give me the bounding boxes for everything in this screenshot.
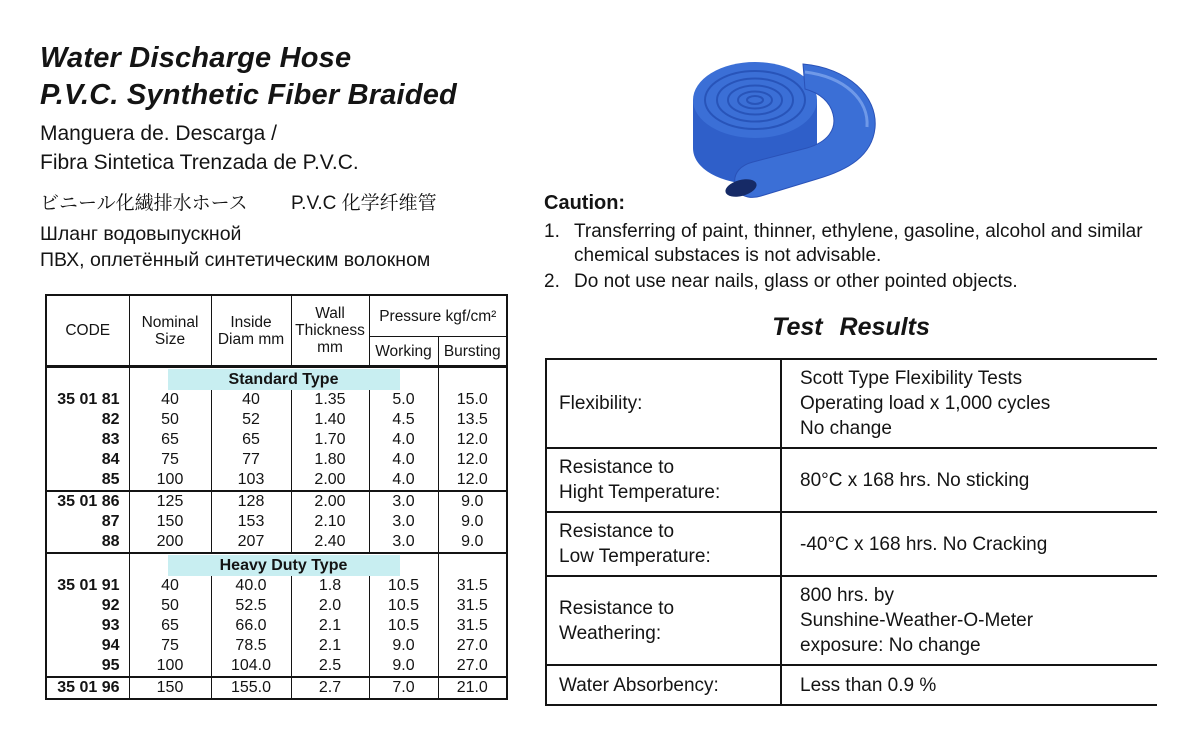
product-title-line1: Water Discharge Hose (40, 42, 352, 74)
spec-cell: 75 (129, 450, 211, 470)
caution-item-2-text: Do not use near nails, glass or other pointed objects. (574, 271, 1018, 292)
spec-cell-code: 88 (46, 532, 129, 553)
spec-cell: 13.5 (438, 410, 507, 430)
spec-cell: 2.00 (291, 470, 369, 491)
test-value-weathering: 800 hrs. by Sunshine-Weather-O-Meter exposure: No change (781, 576, 1157, 665)
test-label-low-temperature: Resistance to Low Temperature: (546, 512, 781, 576)
spec-cell: 100 (129, 656, 211, 677)
test-results-table (545, 358, 1157, 706)
spec-cell: 65 (211, 430, 291, 450)
table-row (46, 470, 507, 491)
spec-cell: 3.0 (369, 532, 438, 553)
spec-cell: 4.0 (369, 430, 438, 450)
spec-cell: 200 (129, 532, 211, 553)
spec-cell-code: 35 01 91 (46, 576, 129, 596)
spec-cell: 100 (129, 470, 211, 491)
spec-table (45, 294, 508, 700)
col-header-nominal-size: Nominal Size (129, 295, 211, 367)
spec-cell: 40 (129, 390, 211, 410)
col-header-bursting: Bursting (438, 337, 507, 367)
spec-cell: 3.0 (369, 491, 438, 512)
section-band-heavy-duty (46, 553, 507, 576)
spec-cell: 125 (129, 491, 211, 512)
test-label-flexibility: Flexibility: (546, 359, 781, 448)
col-header-pressure: Pressure kgf/cm² (369, 295, 507, 337)
table-row (546, 576, 1157, 665)
spec-cell: 9.0 (438, 491, 507, 512)
caution-section (544, 192, 1164, 294)
col-header-wall-thickness: Wall Thickness mm (291, 295, 369, 367)
section-band-standard-label: Standard Type (168, 369, 400, 390)
test-value-water-absorbency: Less than 0.9 % (781, 665, 1157, 705)
subtitle-chinese: P.V.C 化学纤维管 (290, 193, 437, 214)
spec-cell: 9.0 (369, 636, 438, 656)
table-row (546, 448, 1157, 512)
section-band-standard (46, 367, 507, 391)
spec-cell: 65 (129, 616, 211, 636)
subtitle-spanish-line2: Fibra Sintetica Trenzada de P.V.C. (40, 151, 359, 174)
spec-cell: 52.5 (211, 596, 291, 616)
spec-cell: 10.5 (369, 616, 438, 636)
spec-cell: 4.0 (369, 470, 438, 491)
spec-cell: 2.5 (291, 656, 369, 677)
spec-cell: 150 (129, 677, 211, 699)
spec-cell: 66.0 (211, 616, 291, 636)
table-row (546, 512, 1157, 576)
spec-cell: 77 (211, 450, 291, 470)
col-header-code: CODE (46, 295, 129, 367)
spec-cell: 103 (211, 470, 291, 491)
section-band-heavy-duty-label: Heavy Duty Type (168, 555, 400, 576)
table-row (46, 576, 507, 596)
test-label-water-absorbency: Water Absorbency: (546, 665, 781, 705)
subtitle-russian-line1: Шланг водовыпускной (40, 223, 242, 245)
subtitle-russian-line2: ПВХ, оплетённый синтетическим волокном (40, 249, 431, 271)
spec-cell-code: 84 (46, 450, 129, 470)
spec-cell: 3.0 (369, 512, 438, 532)
spec-cell: 31.5 (438, 596, 507, 616)
test-value-low-temperature: -40°C x 168 hrs. No Cracking (781, 512, 1157, 576)
spec-cell-code: 92 (46, 596, 129, 616)
col-header-working: Working (369, 337, 438, 367)
table-row (46, 596, 507, 616)
spec-cell: 150 (129, 512, 211, 532)
caution-item-1-text: Transferring of paint, thinner, ethylene, gasoline, alcohol and similar chemical substaces is not advisable. (574, 221, 1143, 266)
test-value-flexibility: Scott Type Flexibility Tests Operating load x 1,000 cycles No change (781, 359, 1157, 448)
spec-cell: 10.5 (369, 576, 438, 596)
spec-cell: 1.40 (291, 410, 369, 430)
spec-cell: 9.0 (438, 512, 507, 532)
spec-cell-code: 83 (46, 430, 129, 450)
spec-cell-code: 87 (46, 512, 129, 532)
table-row (46, 491, 507, 512)
table-row (46, 410, 507, 430)
spec-cell: 65 (129, 430, 211, 450)
spec-cell: 128 (211, 491, 291, 512)
spec-cell: 9.0 (369, 656, 438, 677)
spec-cell: 4.0 (369, 450, 438, 470)
table-row (546, 359, 1157, 448)
table-row (46, 512, 507, 532)
product-title (40, 40, 457, 114)
spec-cell: 2.1 (291, 616, 369, 636)
spec-cell: 50 (129, 410, 211, 430)
spec-cell: 5.0 (369, 390, 438, 410)
spec-cell: 75 (129, 636, 211, 656)
hose-product-image (685, 52, 885, 202)
caution-item-2 (544, 270, 1164, 294)
spec-cell: 4.5 (369, 410, 438, 430)
test-results-title: Test Results (772, 313, 930, 341)
subtitle-russian (40, 221, 430, 273)
spec-cell-code: 35 01 81 (46, 390, 129, 410)
spec-cell: 50 (129, 596, 211, 616)
table-row (46, 532, 507, 553)
spec-cell: 104.0 (211, 656, 291, 677)
spec-cell-code: 85 (46, 470, 129, 491)
spec-cell: 15.0 (438, 390, 507, 410)
table-row (46, 450, 507, 470)
subtitle-spanish (40, 119, 359, 177)
spec-cell: 2.40 (291, 532, 369, 553)
table-row (546, 665, 1157, 705)
spec-cell: 207 (211, 532, 291, 553)
col-header-inside-diam: Inside Diam mm (211, 295, 291, 367)
spec-cell: 2.1 (291, 636, 369, 656)
table-row (46, 636, 507, 656)
spec-cell: 21.0 (438, 677, 507, 699)
table-row (46, 616, 507, 636)
caution-item-1 (544, 220, 1164, 268)
caution-heading: Caution: (544, 192, 626, 214)
spec-cell: 12.0 (438, 450, 507, 470)
product-title-line2: P.V.C. Synthetic Fiber Braided (40, 79, 457, 111)
spec-cell-code: 95 (46, 656, 129, 677)
spec-cell: 155.0 (211, 677, 291, 699)
spec-cell: 52 (211, 410, 291, 430)
spec-cell: 31.5 (438, 576, 507, 596)
spec-cell-code: 93 (46, 616, 129, 636)
spec-cell: 1.35 (291, 390, 369, 410)
spec-cell: 31.5 (438, 616, 507, 636)
spec-cell: 7.0 (369, 677, 438, 699)
spec-cell: 2.00 (291, 491, 369, 512)
test-label-high-temperature: Resistance to Hight Temperature: (546, 448, 781, 512)
test-label-weathering: Resistance to Weathering: (546, 576, 781, 665)
spec-cell: 12.0 (438, 470, 507, 491)
spec-cell: 153 (211, 512, 291, 532)
spec-cell: 27.0 (438, 656, 507, 677)
test-value-high-temperature: 80°C x 168 hrs. No sticking (781, 448, 1157, 512)
subtitle-cjk (40, 188, 437, 215)
spec-cell-code: 82 (46, 410, 129, 430)
caution-item-2-number: 2. (544, 271, 560, 292)
spec-cell: 40.0 (211, 576, 291, 596)
spec-cell: 2.7 (291, 677, 369, 699)
table-row (46, 390, 507, 410)
spec-cell: 40 (129, 576, 211, 596)
spec-cell: 1.8 (291, 576, 369, 596)
spec-cell: 78.5 (211, 636, 291, 656)
spec-cell: 40 (211, 390, 291, 410)
spec-cell: 9.0 (438, 532, 507, 553)
spec-cell: 12.0 (438, 430, 507, 450)
subtitle-spanish-line1: Manguera de. Descarga / (40, 122, 277, 145)
table-row (46, 656, 507, 677)
spec-cell: 1.80 (291, 450, 369, 470)
table-row (46, 677, 507, 699)
spec-cell: 2.10 (291, 512, 369, 532)
subtitle-japanese: ビニール化繊排水ホース (40, 193, 248, 214)
spec-cell-code: 35 01 96 (46, 677, 129, 699)
spec-cell-code: 94 (46, 636, 129, 656)
spec-cell: 2.0 (291, 596, 369, 616)
caution-item-1-number: 1. (544, 221, 560, 242)
spec-cell: 1.70 (291, 430, 369, 450)
spec-cell: 27.0 (438, 636, 507, 656)
spec-cell: 10.5 (369, 596, 438, 616)
spec-cell-code: 35 01 86 (46, 491, 129, 512)
table-row (46, 430, 507, 450)
